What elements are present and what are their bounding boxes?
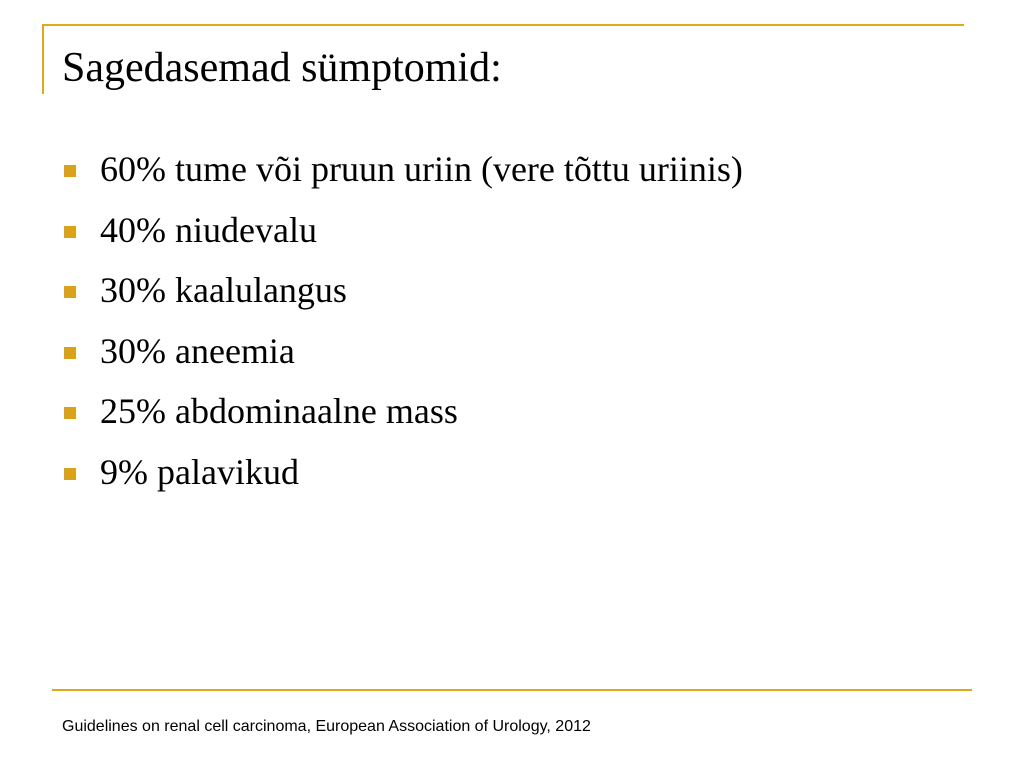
square-bullet-icon	[64, 347, 76, 359]
list-item-text: 30% kaalulangus	[100, 270, 347, 310]
list-item	[64, 200, 743, 261]
square-bullet-icon	[64, 165, 76, 177]
square-bullet-icon	[64, 407, 76, 419]
list-item	[64, 442, 743, 503]
list-item	[64, 260, 743, 321]
list-item-text: 9% palavikud	[100, 451, 299, 492]
list-item-text: 30% aneemia	[100, 330, 295, 371]
footer-citation: Guidelines on renal cell carcinoma, European Association of Urology, 2012	[62, 718, 591, 735]
list-item-text: 40% niudevalu	[100, 209, 317, 250]
top-accent-line	[42, 24, 964, 26]
slide-title: Sagedasemad sümptomid:	[62, 45, 502, 91]
square-bullet-icon	[64, 286, 76, 298]
square-bullet-icon	[64, 226, 76, 238]
footer-divider	[52, 689, 972, 691]
list-item	[64, 381, 743, 442]
square-bullet-icon	[64, 468, 76, 480]
list-item-text: 60% tume või pruun uriin (vere tõttu uriinis)	[100, 149, 743, 189]
symptom-list	[64, 139, 743, 502]
list-item	[64, 139, 743, 200]
left-accent-line	[42, 24, 44, 94]
list-item	[64, 321, 743, 382]
list-item-text: 25% abdominaalne mass	[100, 391, 458, 431]
